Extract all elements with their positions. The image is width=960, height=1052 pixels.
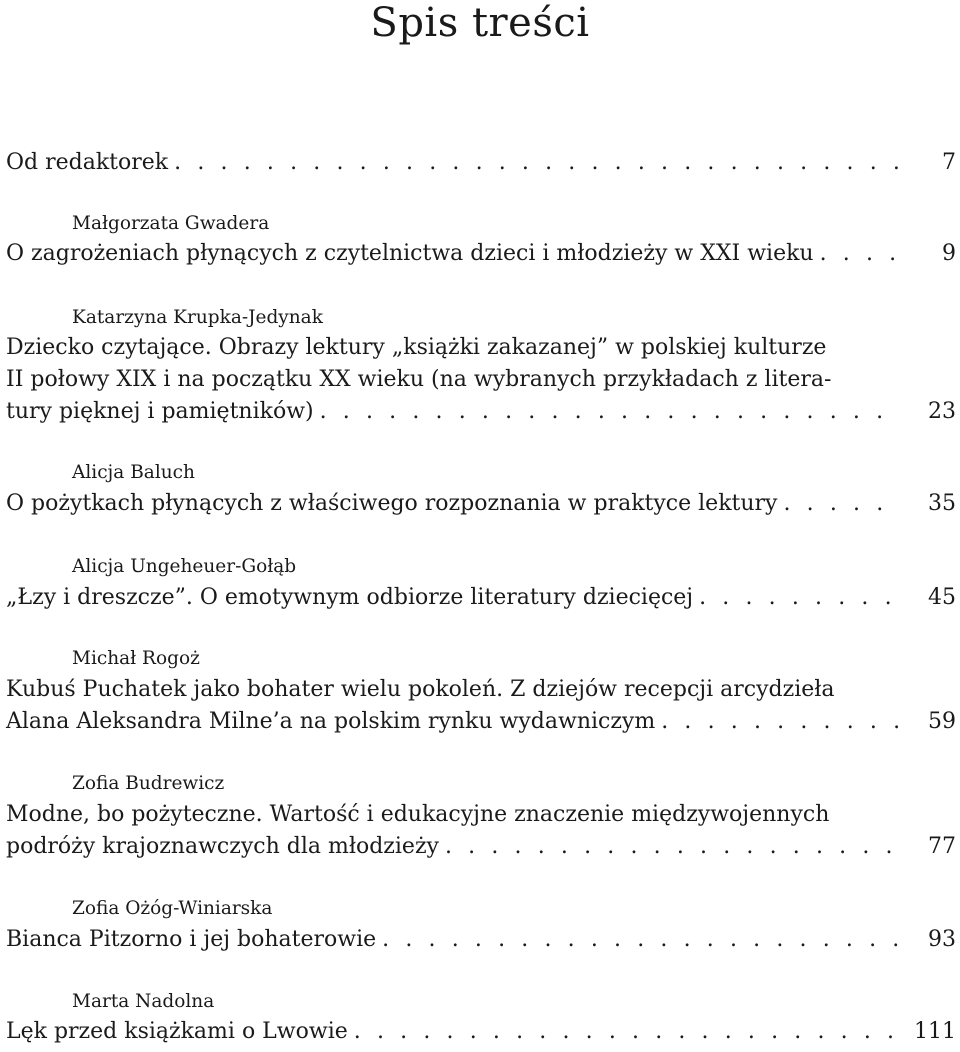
dot-leader bbox=[174, 147, 898, 179]
toc-page-number: 23 bbox=[928, 399, 956, 424]
toc-entry-title bbox=[6, 582, 956, 614]
dot-leader bbox=[320, 396, 898, 428]
toc-title-line: O zagrożeniach płynących z czytelnictwa dzieci i młodzieży w XXI wieku bbox=[6, 241, 814, 266]
toc-page-number: 93 bbox=[928, 927, 956, 952]
toc-entry-title bbox=[6, 706, 956, 738]
toc-title-line: II połowy XIX i na początku XX wieku (na wybranych przykładach z litera- bbox=[6, 367, 832, 392]
toc-author: Alicja Baluch bbox=[72, 462, 195, 483]
dot-leader bbox=[382, 924, 898, 956]
toc-entry-title bbox=[6, 831, 956, 863]
toc-title-line: „Łzy i dreszcze”. O emotywnym odbiorze literatury dziecięcej bbox=[6, 585, 694, 610]
toc-entry-title bbox=[6, 396, 956, 428]
toc-entry-title bbox=[6, 238, 956, 270]
toc-author: Alicja Ungeheuer-Gołąb bbox=[72, 556, 297, 577]
toc-title-line: Alana Aleksandra Milne’a na polskim rynku wydawniczym bbox=[6, 709, 656, 734]
page-title: Spis treści bbox=[370, 0, 590, 46]
toc-author: Michał Rogoż bbox=[72, 648, 200, 669]
dot-leader bbox=[783, 488, 898, 520]
toc-author: Katarzyna Krupka-Jedynak bbox=[72, 307, 323, 328]
toc-title-line: Dziecko czytające. Obrazy lektury „książki zakazanej” w polskiej kulturze bbox=[6, 335, 827, 360]
toc-page-number: 77 bbox=[928, 834, 956, 859]
dot-leader bbox=[445, 831, 898, 863]
toc-title-line: Bianca Pitzorno i jej bohaterowie bbox=[6, 927, 377, 952]
toc-page-number: 35 bbox=[928, 491, 956, 516]
toc-page-number: 59 bbox=[928, 709, 956, 734]
dot-leader bbox=[661, 706, 898, 738]
toc-title-line: Od redaktorek bbox=[6, 150, 169, 175]
toc-entry-title bbox=[6, 1016, 956, 1048]
toc-page-number: 7 bbox=[942, 150, 956, 175]
toc-title-line: tury pięknej i pamiętników) bbox=[6, 399, 314, 424]
toc-entry-title bbox=[6, 924, 956, 956]
toc-title-line: Modne, bo pożyteczne. Wartość i edukacyjne znaczenie międzywojennych bbox=[6, 802, 830, 827]
toc-page-number: 9 bbox=[942, 241, 956, 266]
toc-title-line: Lęk przed książkami o Lwowie bbox=[6, 1019, 348, 1044]
toc-author: Zofia Ożóg-Winiarska bbox=[72, 898, 273, 919]
toc-author: Zofia Budrewicz bbox=[72, 773, 225, 794]
dot-leader bbox=[699, 582, 898, 614]
toc-title-line: podróży krajoznawczych dla młodzieży bbox=[6, 834, 439, 859]
toc-page-number: 111 bbox=[914, 1019, 956, 1044]
dot-leader bbox=[354, 1016, 892, 1048]
toc-entry-title bbox=[6, 147, 956, 179]
toc-title-line: Kubuś Puchatek jako bohater wielu pokoleń. Z dziejów recepcji arcydzieła bbox=[6, 677, 835, 702]
dot-leader bbox=[820, 238, 898, 270]
toc-title-line: O pożytkach płynących z właściwego rozpoznania w praktyce lektury bbox=[6, 491, 778, 516]
toc-entry-title bbox=[6, 488, 956, 520]
toc-author: Marta Nadolna bbox=[72, 991, 215, 1012]
toc-page-number: 45 bbox=[928, 585, 956, 610]
toc-author: Małgorzata Gwadera bbox=[72, 213, 270, 234]
